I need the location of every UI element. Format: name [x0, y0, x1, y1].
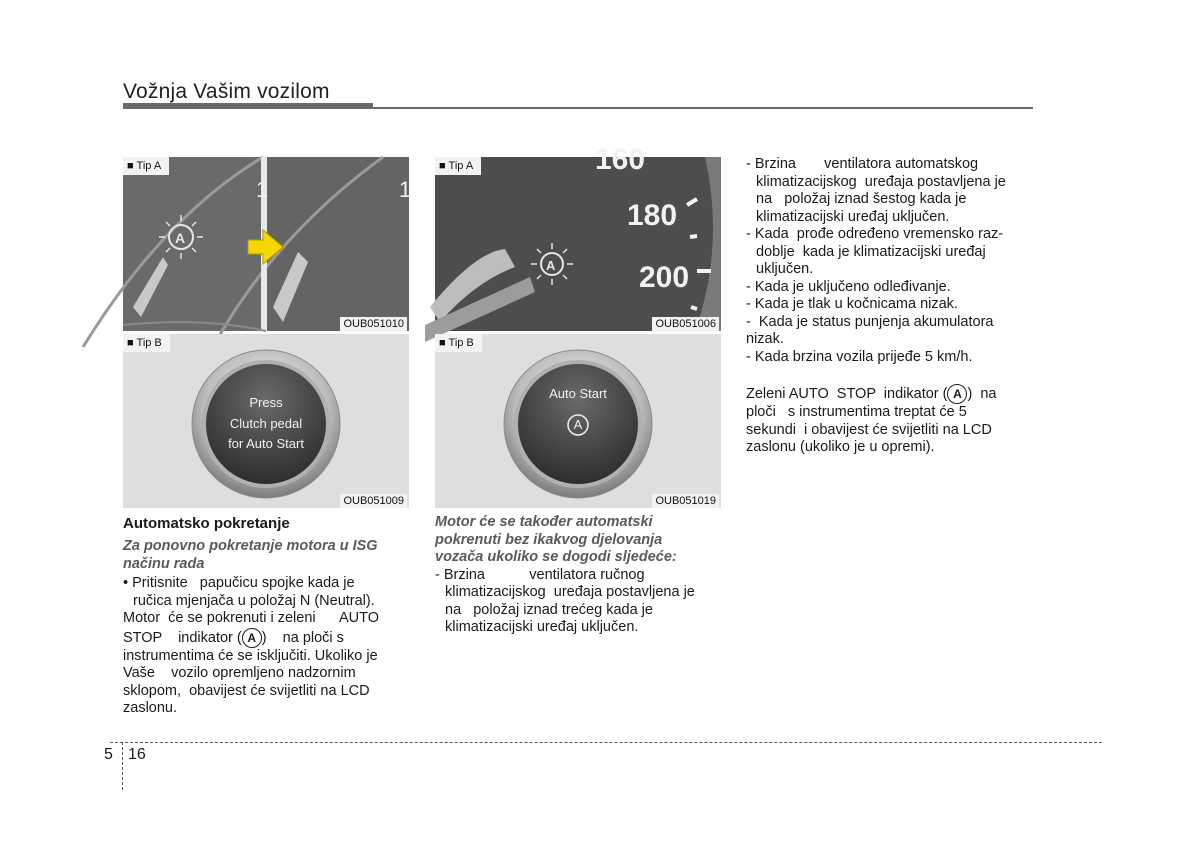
- figure-tag: ■ Tip B: [123, 334, 170, 352]
- para-text: ) na ploči s: [261, 629, 344, 646]
- figure-tag: ■ Tip B: [435, 334, 482, 352]
- auto-stop-icon: A: [242, 628, 262, 648]
- para-text: Zeleni AUTO STOP indikator (: [746, 385, 948, 402]
- para-line: zaslonu (ukoliko je u opremi).: [746, 439, 935, 455]
- subtitle: Za ponovno pokretanje motora u ISG načinu rada: [123, 538, 378, 572]
- intro-line: vozača ukoliko se dogodi sljedeće:: [435, 549, 677, 565]
- list-item-cont: klimatizacijski uređaj uključen.: [445, 619, 639, 635]
- svg-text:1: 1: [256, 177, 269, 202]
- list-item: - Brzina ventilatora automatskog: [746, 156, 979, 172]
- para-text: ) na: [967, 385, 997, 402]
- button-text-line: Auto Start: [549, 386, 607, 401]
- page-number: 16: [128, 746, 146, 763]
- footer-divider: [122, 742, 123, 790]
- list-item: - Kada je tlak u kočnicama nizak.: [746, 296, 958, 312]
- tick-label-160: 160: [595, 143, 646, 176]
- list-item-cont: klimatizacijskog uređaja postavljena je: [445, 584, 695, 600]
- para-line: sekundi i obavijest će svijetliti na LCD: [746, 421, 992, 438]
- para-line: Motor će se pokrenuti i zeleni AUTO: [123, 610, 380, 626]
- right-column-text: [746, 156, 1046, 457]
- speedometer-illustration: [435, 143, 721, 331]
- list-item: - Kada je uključeno odleđivanje.: [746, 278, 951, 295]
- page-header-title: Vožnja Vašim vozilom: [123, 80, 330, 103]
- list-item-cont: nizak.: [746, 331, 784, 347]
- figure-tag: ■ Tip A: [123, 157, 169, 175]
- button-text-line: Clutch pedal: [229, 416, 303, 431]
- para-line-with-icon: [746, 384, 1046, 404]
- svg-text:1: 1: [399, 177, 412, 202]
- list-item-cont: uključen.: [756, 261, 814, 277]
- left-column-text: [123, 538, 413, 718]
- list-item-cont: na položaj iznad trećeg kada je: [445, 601, 653, 618]
- svg-text:A: A: [175, 230, 186, 246]
- para-line: ploči s instrumentima treptat će 5: [746, 404, 967, 420]
- intro-line: Motor će se također automatski: [435, 514, 653, 530]
- figure-code: OUB051019: [652, 494, 719, 508]
- button-text-line: Press: [249, 395, 283, 410]
- bullet-line: • Pritisnite papučicu spojke kada je: [123, 575, 355, 591]
- middle-column-text: [435, 514, 725, 637]
- figure-tip-a-speedometer: [435, 143, 721, 331]
- list-item: - Kada brzina vozila prijeđe 5 km/h.: [746, 348, 973, 365]
- para-line: instrumentima će se isključiti. Ukoliko je: [123, 647, 378, 664]
- para-line-with-icon: [123, 628, 413, 648]
- button-icon-letter: A: [573, 417, 583, 432]
- tick-label-200: 200: [639, 261, 690, 294]
- list-item: - Kada prođe određeno vremensko raz-: [746, 226, 1004, 242]
- list-item-cont: na položaj iznad šestog kada je: [756, 191, 967, 207]
- footer-rule: [110, 742, 1102, 743]
- figure-tip-b-auto-start-button: [435, 334, 721, 508]
- tick-label-180: 180: [627, 199, 678, 232]
- para-text: STOP indikator (: [123, 629, 242, 646]
- button-text-line: for Auto Start: [228, 436, 304, 451]
- auto-stop-icon: A: [947, 384, 967, 404]
- para-line: zaslonu.: [123, 700, 178, 716]
- figure-code: OUB051006: [652, 317, 719, 331]
- figure-tag: ■ Tip A: [435, 157, 481, 175]
- figure-code: OUB051009: [340, 494, 407, 508]
- cluster-illustration: [123, 157, 412, 331]
- intro-line: pokrenuti bez ikakvog djelovanja: [435, 531, 663, 548]
- list-item-cont: klimatizacijskog uređaja postavljena je: [756, 173, 1006, 190]
- figure-tip-a-cluster: [123, 157, 412, 331]
- chapter-number: 5: [104, 746, 113, 763]
- section-title: Automatsko pokretanje: [123, 515, 290, 532]
- list-item-cont: klimatizacijski uređaj uključen.: [756, 208, 950, 225]
- figure-tip-b-clutch-button: [123, 334, 409, 508]
- bullet-line-cont: ručica mjenjača u položaj N (Neutral).: [133, 592, 375, 609]
- list-item: - Brzina ventilatora ručnog: [435, 566, 645, 583]
- list-item-cont: doblje kada je klimatizacijski uređaj: [756, 243, 986, 260]
- list-item: - Kada je status punjenja akumulatora: [746, 313, 994, 330]
- para-line: Vaše vozilo opremljeno nadzornim: [123, 665, 356, 681]
- header-rule: [123, 107, 1033, 109]
- svg-text:A: A: [546, 258, 556, 273]
- para-line: sklopom, obavijest će svijetliti na LCD: [123, 682, 370, 699]
- figure-code: OUB051010: [340, 317, 407, 331]
